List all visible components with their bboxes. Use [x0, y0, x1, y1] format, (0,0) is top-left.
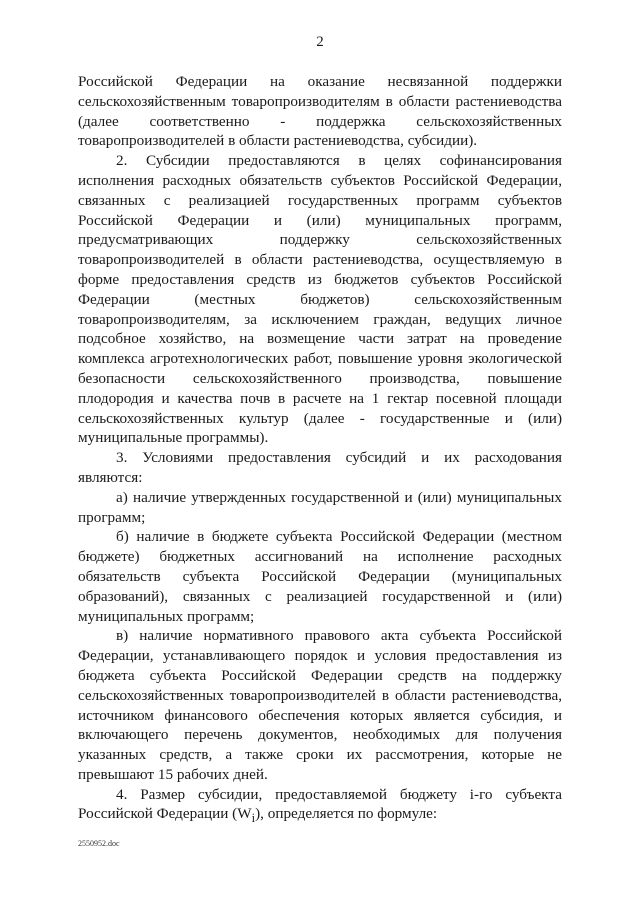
clause-4-text-before: 4. Размер субсидии, предоставляемой бюджету i-го субъекта Российской Федерации (W	[78, 785, 562, 823]
clause-4-text-after: ), определяется по формуле:	[255, 805, 438, 823]
document-body	[78, 72, 562, 829]
paragraph-clause-4	[78, 785, 562, 830]
paragraph-intro-continuation: Российской Федерации на оказание несвязанной поддержки сельскохозяйственным товаропроизводителям в области растениеводства (далее соответственно - поддержка сельскохозяйственных товаропроизводителей в области растениеводства, субсидии).	[78, 73, 562, 150]
page-number: 2	[316, 34, 324, 50]
paragraph-clause-3b: б) наличие в бюджете субъекта Российской Федерации (местном бюджете) бюджетных ассигнований на исполнение расходных обязательств субъекта Российской Федерации (муниципальных образований), связанных с реализацией государственной и (или) муниципальных программ;	[78, 528, 562, 625]
footer-filename: 2550952.doc	[78, 839, 120, 848]
paragraph-clause-3c: в) наличие нормативного правового акта субъекта Российской Федерации, устанавливающего порядок и условия предоставления из бюджета субъекта Российской Федерации средств на поддержку сельскохозяйственных товаропроизводителей в области растениеводства, источником финансового обеспечения которых является субсидия, и включающего перечень документов, необходимых для получения указанных средств, а также сроки их рассмотрения, которые не превышают 15 рабочих дней.	[78, 627, 562, 783]
paragraph-clause-3: 3. Условиями предоставления субсидий и их расходования являются:	[78, 449, 562, 486]
paragraph-clause-2: 2. Субсидии предоставляются в целях софинансирования исполнения расходных обязательств субъектов Российской Федерации, связанных с реализацией государственных программ субъектов Российской Федерации и (или) муниципальных программ, предусматривающих поддержку сельскохозяйственных товаропроизводителей в области растениеводства, осуществляемую в форме предоставления средств из бюджетов субъектов Российской Федерации (местных бюджетов) сельскохозяйственным товаропроизводителям, за исключением граждан, ведущих личное подсобное хозяйство, на возмещение части затрат на проведение комплекса агротехнологических работ, повышение уровня экологической безопасности сельскохозяйственного производства, повышение плодородия и качества почв в расчете на 1 гектар посевной площади сельскохозяйственных культур (далее - государственные и (или) муниципальные программы).	[78, 152, 562, 447]
paragraph-clause-3a: а) наличие утвержденных государственной и (или) муниципальных программ;	[78, 488, 562, 526]
clause-4-subscript: i	[251, 811, 256, 826]
